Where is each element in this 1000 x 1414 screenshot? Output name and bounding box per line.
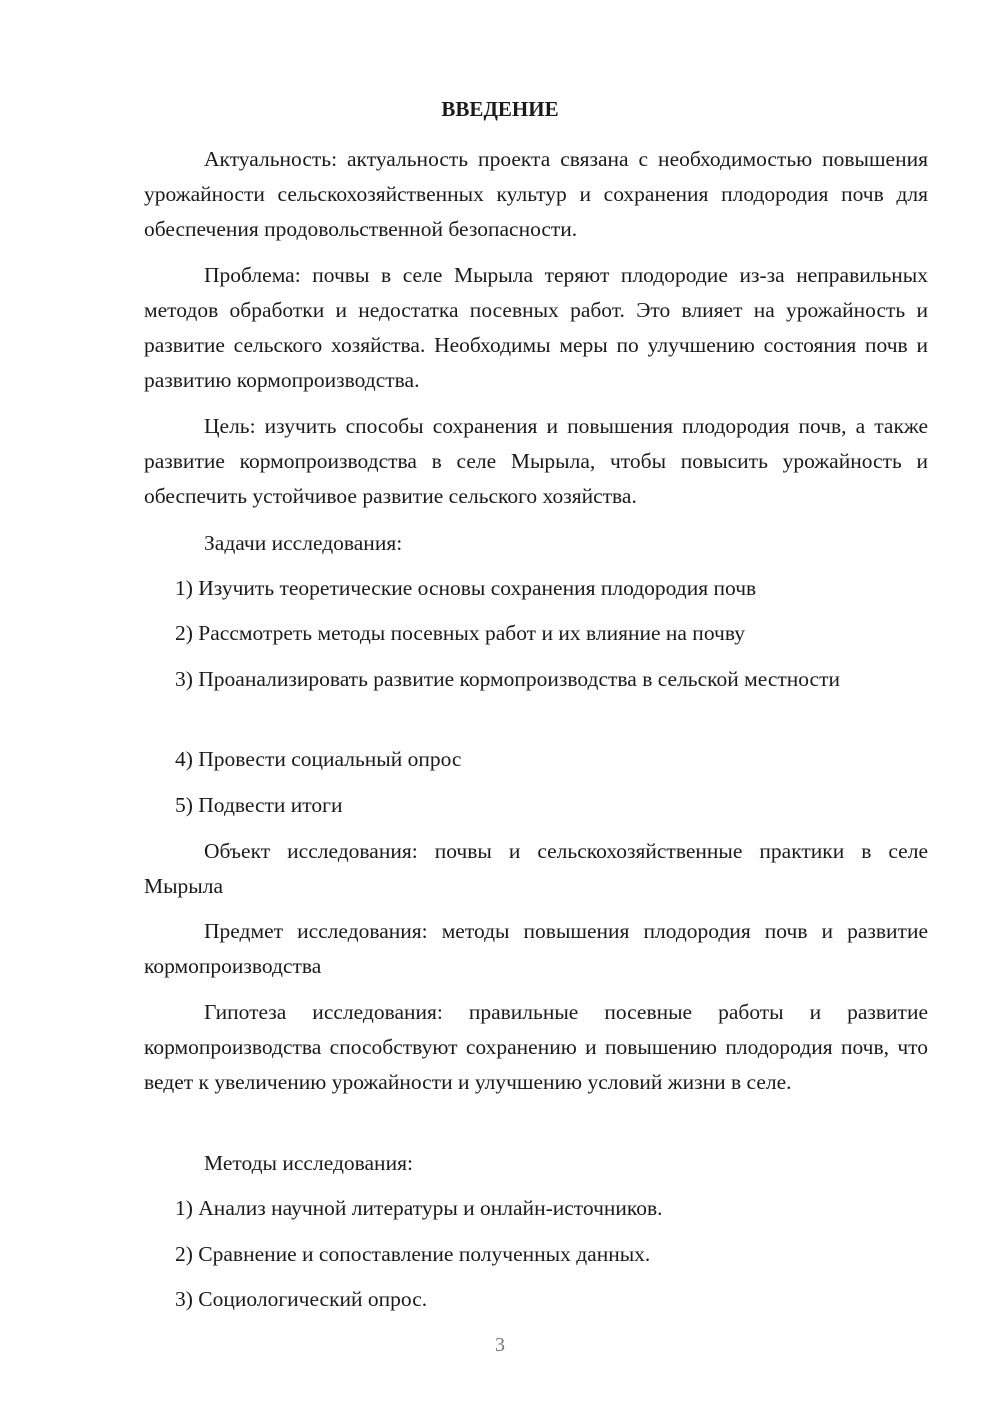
paragraph-relevance: Актуальность: актуальность проекта связана с необходимостью повышения урожайности сельскохозяйственных культур и сохранения плодородия почв для обеспечения продовольственной безопасности. — [144, 147, 928, 241]
task-item-5: 5) Подвести итоги — [175, 793, 343, 817]
paragraph-goal: Цель: изучить способы сохранения и повышения плодородия почв, а также развитие кормопроизводства в селе Мырыла, чтобы повысить урожайность и обеспечить устойчивое развитие сельского хозяйства. — [144, 414, 928, 508]
method-item-2: 2) Сравнение и сопоставление полученных данных. — [175, 1242, 651, 1266]
task-item-2: 2) Рассмотреть методы посевных работ и их влияние на почву — [175, 621, 745, 645]
method-item-3: 3) Социологический опрос. — [175, 1287, 428, 1311]
paragraph-object: Объект исследования: почвы и сельскохозяйственные практики в селе Мырыла — [144, 839, 928, 898]
page-number: 3 — [495, 1334, 505, 1356]
paragraph-hypothesis: Гипотеза исследования: правильные посевные работы и развитие кормопроизводства способствуют сохранению и повышению плодородия почв, что ведет к увеличению урожайности и улучшению условий жизни в селе. — [144, 1000, 928, 1094]
task-item-1: 1) Изучить теоретические основы сохранения плодородия почв — [175, 576, 757, 600]
task-item-4: 4) Провести социальный опрос — [175, 747, 462, 771]
paragraph-subject: Предмет исследования: методы повышения плодородия почв и развитие кормопроизводства — [144, 919, 928, 978]
paragraph-problem: Проблема: почвы в селе Мырыла теряют плодородие из-за неправильных методов обработки и недостатка посевных работ. Это влияет на урожайность и развитие сельского хозяйства. Необходимы меры по улучшению состояния почв и развитию кормопроизводства. — [144, 263, 928, 392]
task-item-3: 3) Проанализировать развитие кормопроизводства в сельской местности — [175, 667, 840, 691]
method-item-1: 1) Анализ научной литературы и онлайн-источников. — [175, 1196, 663, 1220]
methods-heading: Методы исследования: — [204, 1151, 413, 1175]
page-title: ВВЕДЕНИЕ — [441, 97, 559, 121]
tasks-heading: Задачи исследования: — [204, 531, 403, 555]
